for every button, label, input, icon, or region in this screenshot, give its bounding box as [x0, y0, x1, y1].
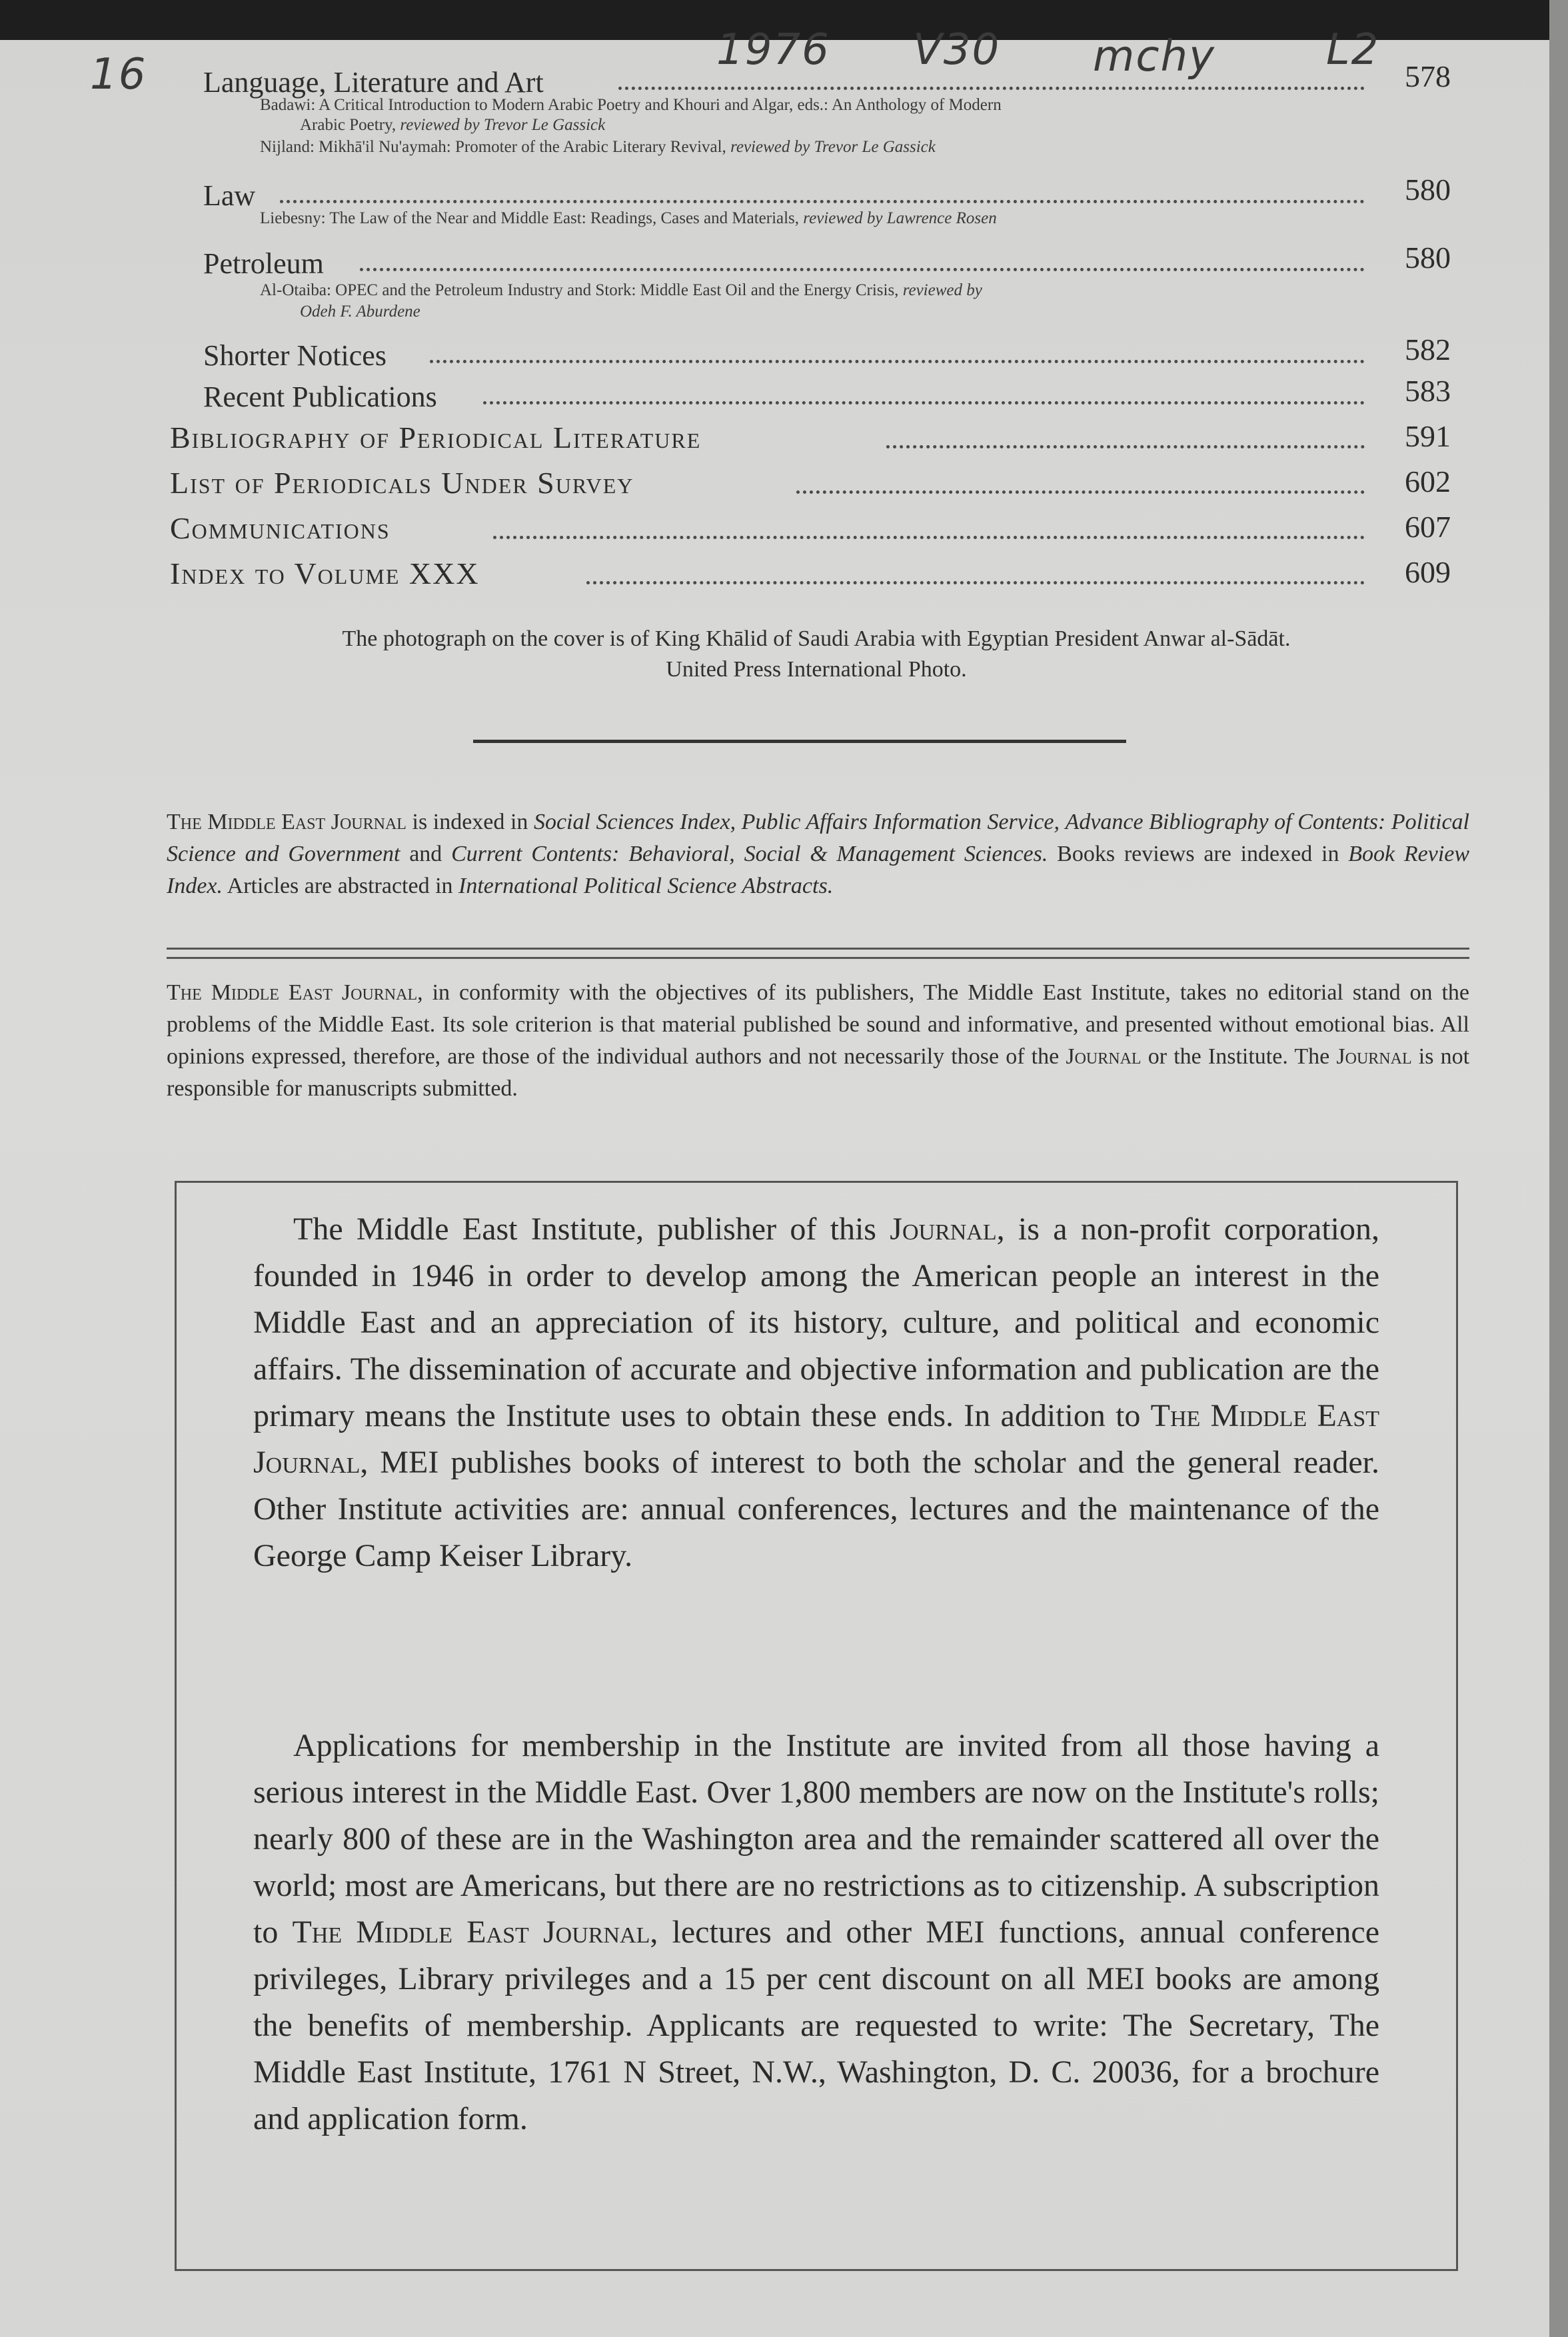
index-name: Book Review Index.	[167, 842, 1470, 898]
toc-entry-text: Badawi: A Critical Introduction to Modern Arabic Poetry and Khouri and Algar, eds.: An Anthology of Modern	[260, 96, 1002, 114]
journal-word: Journal	[1066, 1044, 1142, 1069]
indexing-text: is indexed in	[412, 810, 528, 834]
toc-entry-text: Liebesny: The Law of the Near and Middle East: Readings, Cases and Materials,	[260, 209, 800, 227]
policy-text: is not responsible for manuscripts submitted.	[167, 1044, 1470, 1101]
toc-page-number: 591	[1405, 419, 1451, 453]
scanner-right-edge	[1549, 0, 1568, 2337]
toc-leader	[618, 87, 1365, 90]
toc-leader	[280, 200, 1365, 203]
box-text: Applications for membership in the Institute are invited from all those having a serious interest in the Middle East. Over 1,800 members are now on the Institute's rolls; nearly 800 of these are in the Washington area and the remainder scattered all over the world; most are Americans, but there are no restrictions as to citizenship. A subscription to	[253, 1728, 1379, 1950]
toc-leader	[360, 268, 1365, 271]
journal-name: The Middle East Journal	[292, 1915, 650, 1950]
journal-name: The Middle East Journal	[167, 980, 418, 1005]
toc-minor-title: Recent Publications	[203, 381, 437, 413]
journal-name: The Middle East Journal	[167, 810, 406, 834]
toc-leader	[483, 401, 1365, 404]
toc-entry	[260, 280, 982, 301]
box-text: , lectures and other MEI functions, annual conference privileges, Library privileges and a 15 per cent discount on all MEI books are among the benefits of membership. Applicants are requested to write: The Secretary, The Middle East Institute, 1761 N Street, N.W., Washington, D. C. 20036, for a brochure and application form.	[253, 1915, 1379, 2136]
toc-entry-continued	[300, 301, 420, 322]
toc-page-number: 607	[1405, 510, 1451, 544]
toc-entry-reviewer: reviewed by Lawrence Rosen	[803, 209, 997, 227]
toc-major-title: Communications	[170, 511, 391, 545]
toc-major-title: List of Periodicals Under Survey	[170, 466, 634, 500]
toc-leader	[586, 581, 1365, 584]
journal-word: Journal	[890, 1211, 997, 1247]
index-name: Current Contents: Behavioral,	[451, 842, 735, 866]
toc-entry	[260, 95, 1002, 115]
toc-entry	[260, 208, 997, 229]
editorial-policy	[167, 977, 1469, 1105]
institute-paragraph-2	[253, 1723, 1379, 2142]
index-name: Social & Management Sciences.	[744, 842, 1048, 866]
toc-entry-reviewer: reviewed by Trevor Le Gassick	[400, 116, 606, 134]
toc-major-title: Index to Volume XXX	[170, 556, 480, 590]
handwritten-year: 1976	[716, 25, 830, 75]
box-text: , is a non-profit corporation, founded in 1946 in order to develop among the American people an interest in the Middle East and an appreciation of its history, culture, and political and economic affairs. The dissemination of accurate and objective information and publication are the primary means the Institute uses to obtain these ends. In addition to	[253, 1211, 1379, 1433]
handwritten-mark: mchy	[1093, 32, 1215, 81]
toc-page-number: 580	[1405, 241, 1451, 275]
toc-page-number: 582	[1405, 333, 1451, 367]
toc-section-title: Law	[203, 179, 256, 212]
box-text: , MEI publishes books of interest to both the scholar and the general reader. Other Institute activities are: annual conferences, lectures and the maintenance of the George Camp Keiser Library.	[253, 1445, 1379, 1573]
box-text: The Middle East Institute, publisher of this	[293, 1211, 876, 1247]
indexing-text: Articles are abstracted in	[227, 874, 453, 898]
double-rule-top	[167, 948, 1469, 950]
index-name: International Political Science Abstracts.	[458, 874, 834, 898]
toc-minor-title: Shorter Notices	[203, 339, 387, 372]
toc-page-number: 602	[1405, 464, 1451, 498]
toc-entry-reviewer: Odeh F. Aburdene	[300, 303, 420, 321]
cover-note-line1: The photograph on the cover is of King Khālid of Saudi Arabia with Egyptian President Anwar al-Sādāt.	[342, 626, 1291, 651]
policy-text: or the Institute. The	[1148, 1044, 1330, 1069]
toc-leader	[796, 490, 1365, 494]
toc-leader	[430, 360, 1365, 363]
journal-name: The Middle East Journal	[253, 1398, 1379, 1480]
handwritten-left-mark: 16	[90, 50, 147, 99]
toc-page-number: 609	[1405, 555, 1451, 589]
indexing-note	[167, 806, 1469, 902]
indexing-text: and	[409, 842, 442, 866]
toc-entry-text: Nijland: Mikhā'il Nu'aymah: Promoter of the Arabic Literary Revival,	[260, 138, 726, 156]
double-rule-bottom	[167, 957, 1469, 959]
toc-entry-reviewer: reviewed by Trevor Le Gassick	[730, 138, 936, 156]
toc-major-title: Bibliography of Periodical Literature	[170, 420, 702, 454]
toc-entry-text: Al-Otaiba: OPEC and the Petroleum Industry and Stork: Middle East Oil and the Energy Crisis,	[260, 281, 899, 299]
toc-section-title: Petroleum	[203, 247, 324, 280]
toc-section-title: Language, Literature and Art	[203, 66, 544, 99]
toc-page-number: 580	[1405, 173, 1451, 207]
index-name: Advance Bibliography of Contents: Political Science and Government	[167, 810, 1469, 866]
toc-page-number: 578	[1405, 59, 1451, 93]
toc-entry-continued	[300, 115, 605, 135]
index-name: Social Sciences Index, Public Affairs Information Service,	[533, 810, 1060, 834]
cover-note-line2: United Press International Photo.	[666, 657, 967, 682]
toc-page-number: 583	[1405, 374, 1451, 408]
policy-text: , in conformity with the objectives of its publishers, The Middle East Institute, takes no editorial stand on the problems of the Middle East. Its sole criterion is that material published be sound and informative, and presented without emotional bias. All opinions expressed, therefore, are those of the individual authors and not necessarily those of the	[167, 980, 1469, 1069]
toc-entry-reviewer: reviewed by	[902, 281, 982, 299]
toc-leader	[886, 445, 1365, 448]
handwritten-right-mark: L2	[1326, 25, 1380, 75]
toc-entry	[260, 137, 936, 157]
institute-paragraph-1	[253, 1206, 1379, 1579]
journal-word: Journal	[1336, 1044, 1412, 1069]
toc-leader	[493, 536, 1365, 539]
toc-entry-text: Arabic Poetry,	[300, 116, 396, 134]
indexing-text: Books reviews are indexed in	[1057, 842, 1339, 866]
handwritten-volume: V30	[913, 25, 1001, 75]
section-divider	[473, 740, 1126, 743]
